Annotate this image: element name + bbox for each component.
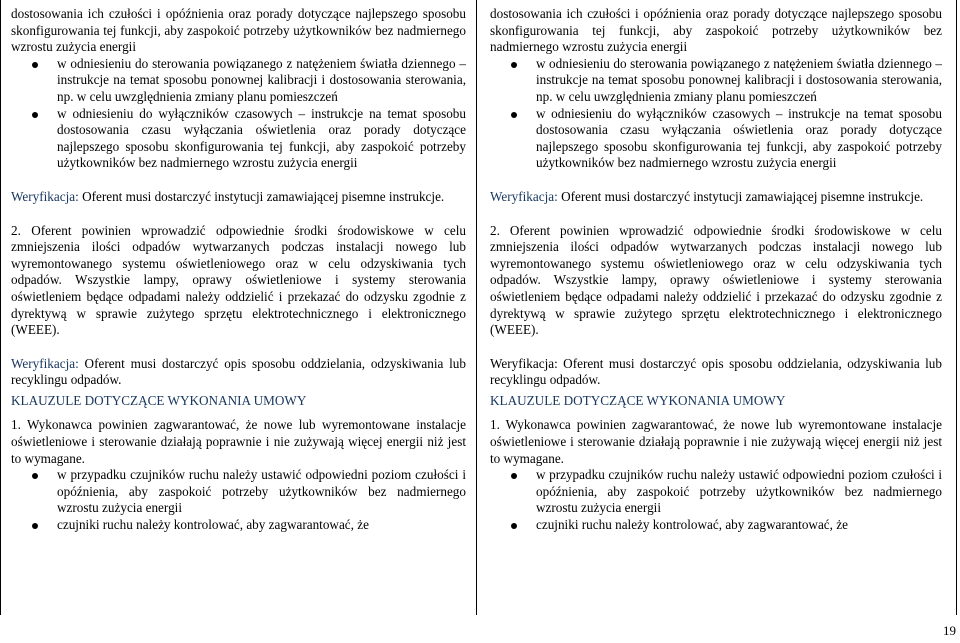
verification-paragraph xyxy=(490,189,942,206)
bullet-list-bottom xyxy=(490,467,942,533)
verification-text: Oferent musi dostarczyć opis sposobu oddzielania, odzyskiwania lub recyklingu odpadów. xyxy=(11,355,466,388)
verification-text: Oferent musi dostarczyć opis sposobu oddzielania, odzyskiwania lub recyklingu odpadów. xyxy=(490,355,942,388)
list-item xyxy=(490,517,942,534)
verification-paragraph xyxy=(11,189,466,206)
numbered-item-2: 2. Oferent powinien wprowadzić odpowiednie środki środowiskowe w celu zmniejszenia ilości odpadów wytwarzanych podczas instalacji nowego lub wyremontowanego systemu oświetleniowego oraz w celu odzyskiwania tych odpadów. Wszystkie lampy, oprawy oświetleniowe i systemy sterowania oświetleniem będące odpadami należy oddzielić i przekazać do odzysku zgodnie z dyrektywą w sprawie zużytego sprzętu elektrotechnicznego i elektronicznego (WEEE). xyxy=(11,222,466,338)
bullet-icon xyxy=(511,62,517,68)
verification-paragraph xyxy=(11,356,466,389)
numbered-item-1: 1. Wykonawca powinien zagwarantować, że nowe lub wyremontowane instalacje oświetleniowe i sterowanie działają poprawnie i nie zużywają więcej energii niż jest to wymagane. xyxy=(11,417,466,466)
list-item-text: w przypadku czujników ruchu należy ustawić odpowiedni poziom czułości i opóźnienia, aby zaspokoić potrzeby użytkowników bez nadmiernego wzrostu zużycia energii xyxy=(536,467,942,516)
clause-heading: KLAUZULE DOTYCZĄCE WYKONANIA UMOWY xyxy=(490,392,786,408)
list-item-text: czujniki ruchu należy kontrolować, aby zagwarantować, że xyxy=(536,517,848,533)
verification-label: Weryfikacja: xyxy=(490,188,558,204)
right-column xyxy=(477,0,956,615)
list-item xyxy=(11,106,466,172)
list-item-text: czujniki ruchu należy kontrolować, aby zagwarantować, że xyxy=(57,517,369,533)
left-column xyxy=(1,0,477,615)
list-item xyxy=(11,56,466,106)
bullet-icon xyxy=(511,112,517,118)
page-number: 19 xyxy=(943,623,956,639)
verification-label: Weryfikacja: xyxy=(11,355,79,371)
intro-paragraph: dostosowania ich czułości i opóźnienia oraz porady dotyczące najlepszego sposobu skonfigurowania tej funkcji, aby zaspokoić potrzeby użytkowników bez nadmiernego wzrostu zużycia energii xyxy=(11,6,466,55)
list-item-text: w odniesieniu do wyłączników czasowych – instrukcje na temat sposobu dostosowania czasu wyłączania oświetlenia oraz porady dotyczące najlepszego sposobu skonfigurowania tej funkcji, aby zaspokoić potrzeby użytkowników bez nadmiernego wzrostu zużycia energii xyxy=(57,105,466,171)
bullet-icon xyxy=(511,473,517,479)
list-item xyxy=(490,56,942,106)
verification-paragraph xyxy=(490,356,942,389)
verification-label: Weryfikacja: xyxy=(490,355,558,371)
list-item xyxy=(11,467,466,517)
list-item xyxy=(490,467,942,517)
numbered-item-1: 1. Wykonawca powinien zagwarantować, że nowe lub wyremontowane instalacje oświetleniowe i sterowanie działają poprawnie i nie zużywają więcej energii niż jest to wymagane. xyxy=(490,417,942,466)
list-item-text: w przypadku czujników ruchu należy ustawić odpowiedni poziom czułości i opóźnienia, aby zaspokoić potrzeby użytkowników bez nadmiernego wzrostu zużycia energii xyxy=(57,467,466,516)
numbered-item-2: 2. Oferent powinien wprowadzić odpowiednie środki środowiskowe w celu zmniejszenia ilości odpadów wytwarzanych podczas instalacji nowego lub wyremontowanego systemu oświetleniowego oraz w celu odzyskiwania tych odpadów. Wszystkie lampy, oprawy oświetleniowe i systemy sterowania oświetleniem będące odpadami należy oddzielić i przekazać do odzysku zgodnie z dyrektywą w sprawie zużytego sprzętu elektrotechnicznego i elektronicznego (WEEE). xyxy=(490,222,942,338)
list-item xyxy=(11,517,466,534)
bullet-icon xyxy=(32,473,38,479)
list-item-text: w odniesieniu do sterowania powiązanego z natężeniem światła dziennego – instrukcje na temat sposobu ponownej kalibracji i dostosowania sterowania, np. w celu uwzględnienia zmiany planu pomieszczeń xyxy=(57,55,466,104)
clause-heading: KLAUZULE DOTYCZĄCE WYKONANIA UMOWY xyxy=(11,392,307,408)
list-item-text: w odniesieniu do sterowania powiązanego z natężeniem światła dziennego – instrukcje na temat sposobu ponownej kalibracji i dostosowania sterowania, np. w celu uwzględnienia zmiany planu pomieszczeń xyxy=(536,55,942,104)
bullet-icon xyxy=(32,62,38,68)
list-item-text: w odniesieniu do wyłączników czasowych – instrukcje na temat sposobu dostosowania czasu wyłączania oświetlenia oraz porady dotyczące najlepszego sposobu skonfigurowania tej funkcji, aby zaspokoić potrzeby użytkowników bez nadmiernego wzrostu zużycia energii xyxy=(536,105,942,171)
bullet-icon xyxy=(32,523,38,529)
bullet-list-top xyxy=(490,56,942,172)
verification-text: Oferent musi dostarczyć instytucji zamawiającej pisemne instrukcje. xyxy=(557,188,924,204)
bullet-icon xyxy=(32,112,38,118)
bullet-list-top xyxy=(11,56,466,172)
verification-text: Oferent musi dostarczyć instytucji zamawiającej pisemne instrukcje. xyxy=(78,188,445,204)
bullet-list-bottom xyxy=(11,467,466,533)
verification-label: Weryfikacja: xyxy=(11,188,79,204)
intro-paragraph: dostosowania ich czułości i opóźnienia oraz porady dotyczące najlepszego sposobu skonfigurowania tej funkcji, aby zaspokoić potrzeby użytkowników bez nadmiernego wzrostu zużycia energii xyxy=(490,6,942,55)
bullet-icon xyxy=(511,523,517,529)
list-item xyxy=(490,106,942,172)
